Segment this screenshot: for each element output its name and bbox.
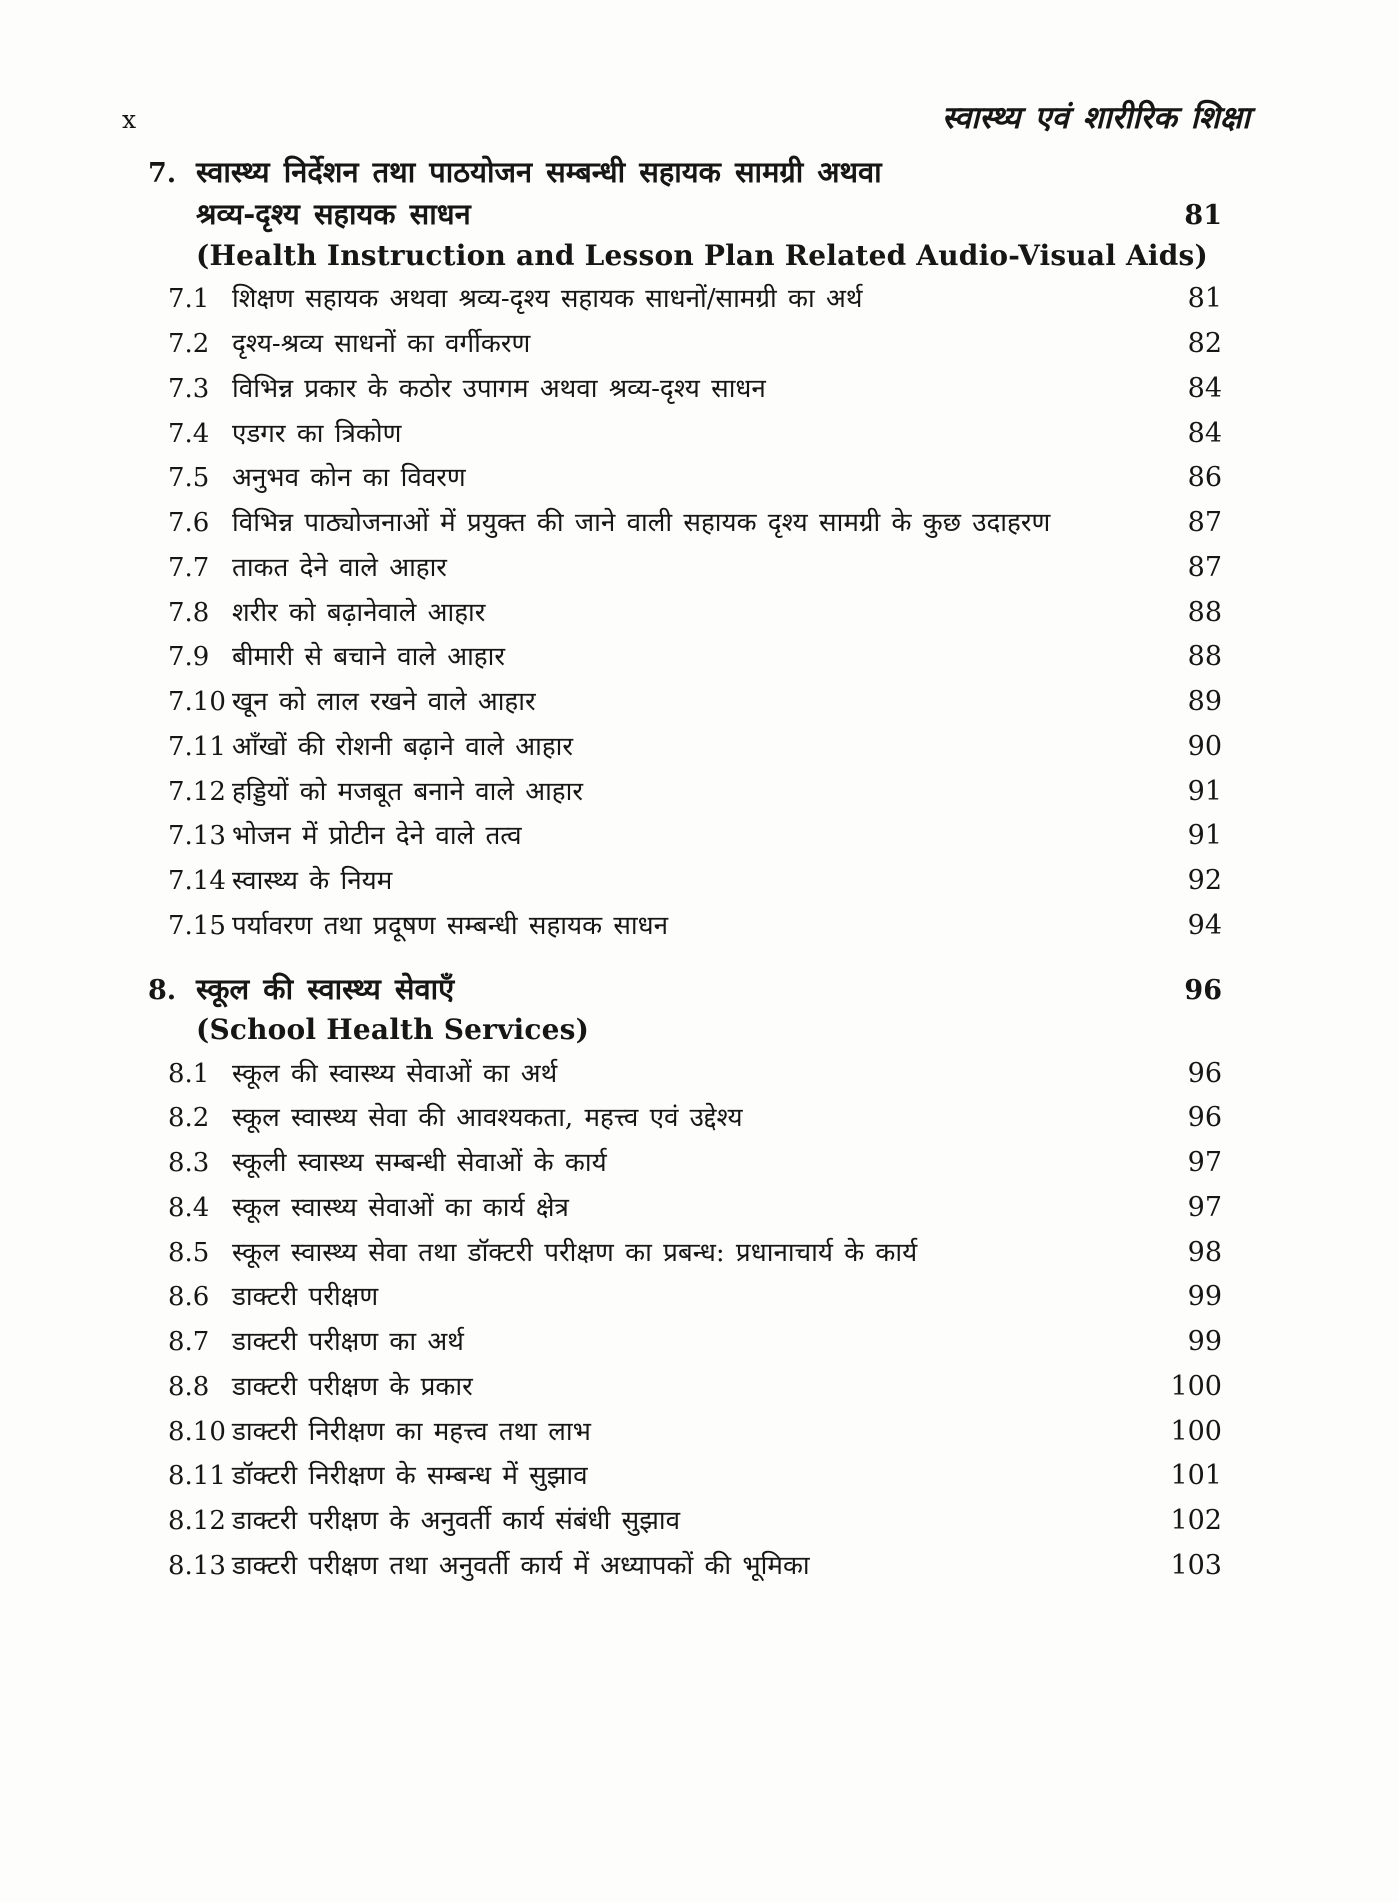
toc-entry	[148, 685, 1222, 719]
section-title: स्वास्थ्य निर्देशन तथा पाठयोजन सम्बन्धी सहायक सामग्री अथवा	[196, 155, 882, 189]
table-of-contents	[148, 152, 1222, 1599]
entry-title: डाक्टरी परीक्षण का अर्थ	[232, 1327, 464, 1358]
entry-title: ताकत देने वाले आहार	[232, 552, 447, 583]
entry-number: 7.3	[168, 373, 210, 404]
entry-title: डाक्टरी परीक्षण	[232, 1282, 379, 1313]
section-subtitle-english: (Health Instruction and Lesson Plan Related Audio-Visual Aids)	[196, 238, 1208, 272]
entry-page: 84	[1187, 372, 1222, 404]
entry-title: हड्डियों को मजबूत बनाने वाले आहार	[232, 776, 583, 807]
entry-number: 8.10	[168, 1416, 226, 1447]
toc-entry	[148, 1370, 1222, 1404]
section-title-row	[148, 969, 1222, 1009]
toc-entry	[148, 1191, 1222, 1225]
entry-title: स्कूल स्वास्थ्य सेवाओं का कार्य क्षेत्र	[232, 1192, 569, 1223]
entry-number: 8.11	[168, 1461, 226, 1492]
entry-number: 7.15	[168, 910, 226, 941]
toc-entry	[148, 1236, 1222, 1270]
entry-title: डाक्टरी निरीक्षण का महत्त्व तथा लाभ	[232, 1416, 591, 1447]
entry-page: 88	[1187, 641, 1222, 673]
section-title-row	[148, 194, 1222, 234]
entry-page: 89	[1187, 686, 1222, 718]
entry-number: 7.12	[168, 776, 226, 807]
entry-number: 7.14	[168, 866, 226, 897]
entry-page: 103	[1170, 1549, 1222, 1581]
section-number: 8.	[148, 974, 177, 1006]
entry-title: पर्यावरण तथा प्रदूषण सम्बन्धी सहायक साधन	[232, 910, 669, 941]
entry-number: 7.13	[168, 821, 226, 852]
toc-entry	[148, 1280, 1222, 1314]
section-title-row	[148, 152, 1222, 192]
entry-number: 7.11	[168, 731, 226, 762]
entry-page: 100	[1170, 1415, 1222, 1447]
entry-title: स्कूल स्वास्थ्य सेवा की आवश्यकता, महत्त्व एवं उद्देश्य	[232, 1103, 743, 1134]
toc-entry	[148, 819, 1222, 853]
toc-entry	[148, 864, 1222, 898]
entry-title: स्कूल स्वास्थ्य सेवा तथा डॉक्टरी परीक्षण का प्रबन्ध: प्रधानाचार्य के कार्य	[232, 1237, 918, 1268]
entry-page: 99	[1187, 1281, 1222, 1313]
entry-number: 7.8	[168, 597, 210, 628]
entry-number: 8.13	[168, 1550, 226, 1581]
toc-entry	[148, 461, 1222, 495]
entry-title: बीमारी से बचाने वाले आहार	[232, 642, 505, 673]
entry-page: 94	[1187, 909, 1222, 941]
toc-entry	[148, 1101, 1222, 1135]
entry-title: स्कूली स्वास्थ्य सम्बन्धी सेवाओं के कार्य	[232, 1148, 607, 1179]
entry-title: डाक्टरी परीक्षण के प्रकार	[232, 1371, 473, 1402]
entry-number: 7.2	[168, 329, 210, 360]
entry-page: 90	[1187, 730, 1222, 762]
entry-page: 91	[1187, 775, 1222, 807]
entry-page: 100	[1170, 1370, 1222, 1402]
entry-title: आँखों की रोशनी बढ़ाने वाले आहार	[232, 731, 574, 762]
entry-page: 98	[1187, 1236, 1222, 1268]
entry-number: 8.2	[168, 1103, 210, 1134]
entry-title: दृश्य-श्रव्य साधनों का वर्गीकरण	[232, 329, 531, 360]
toc-entry	[148, 506, 1222, 540]
entry-number: 7.7	[168, 552, 210, 583]
entry-page: 92	[1187, 865, 1222, 897]
section-number: 7.	[148, 158, 177, 189]
entry-page: 97	[1187, 1147, 1222, 1179]
toc-entry	[148, 730, 1222, 764]
entry-number: 7.10	[168, 687, 226, 718]
entry-page: 99	[1187, 1326, 1222, 1358]
entry-page: 97	[1187, 1191, 1222, 1223]
entry-number: 7.5	[168, 463, 210, 494]
entry-number: 7.9	[168, 642, 210, 673]
toc-entry	[148, 1459, 1222, 1493]
entry-page: 81	[1187, 283, 1222, 315]
page-number-roman: x	[122, 105, 138, 134]
entry-number: 7.6	[168, 508, 210, 539]
entry-title: डाक्टरी परीक्षण तथा अनुवर्ती कार्य में अध्यापकों की भूमिका	[232, 1550, 810, 1581]
toc-entry	[148, 327, 1222, 361]
entry-title: विभिन्न प्रकार के कठोर उपागम अथवा श्रव्य-दृश्य साधन	[232, 373, 766, 404]
entry-page: 87	[1187, 551, 1222, 583]
entry-title: डॉक्टरी निरीक्षण के सम्बन्ध में सुझाव	[232, 1461, 588, 1492]
entry-title: विभिन्न पाठ्योजनाओं में प्रयुक्त की जाने वाली सहायक दृश्य सामग्री के कुछ उदाहरण	[232, 508, 1051, 539]
toc-entry	[148, 1325, 1222, 1359]
toc-entry	[148, 1504, 1222, 1538]
section-page-ref: 96	[1184, 974, 1222, 1006]
entry-number: 8.1	[168, 1058, 210, 1089]
entry-title: खून को लाल रखने वाले आहार	[232, 687, 536, 718]
entry-number: 8.12	[168, 1506, 226, 1537]
entry-page: 91	[1187, 820, 1222, 852]
entry-title: शिक्षण सहायक अथवा श्रव्य-दृश्य सहायक साधनों/सामग्री का अर्थ	[232, 284, 863, 315]
toc-entry	[148, 1146, 1222, 1180]
entry-title: स्वास्थ्य के नियम	[232, 866, 393, 897]
entry-number: 8.6	[168, 1282, 210, 1313]
section-title: स्कूल की स्वास्थ्य सेवाएँ	[196, 971, 455, 1006]
toc-entry	[148, 372, 1222, 406]
entry-number: 7.4	[168, 418, 210, 449]
entry-page: 88	[1187, 596, 1222, 628]
entry-title: एडगर का त्रिकोण	[232, 418, 402, 449]
entry-page: 86	[1187, 462, 1222, 494]
entry-number: 8.7	[168, 1327, 210, 1358]
toc-entry	[148, 1415, 1222, 1449]
entry-page: 101	[1170, 1460, 1222, 1492]
toc-section	[148, 969, 1222, 1583]
section-subtitle-english: (School Health Services)	[196, 1012, 590, 1046]
entry-number: 7.1	[168, 284, 210, 315]
entry-page: 96	[1187, 1102, 1222, 1134]
toc-entry	[148, 1057, 1222, 1091]
toc-entry	[148, 909, 1222, 943]
entry-number: 8.3	[168, 1148, 210, 1179]
section-title: श्रव्य-दृश्य सहायक साधन	[196, 197, 471, 232]
entry-page: 87	[1187, 507, 1222, 539]
entry-page: 96	[1187, 1057, 1222, 1089]
entry-title: डाक्टरी परीक्षण के अनुवर्ती कार्य संबंधी सुझाव	[232, 1506, 681, 1537]
entry-title: स्कूल की स्वास्थ्य सेवाओं का अर्थ	[232, 1058, 558, 1089]
entry-page: 82	[1187, 328, 1222, 360]
page-header	[122, 96, 1250, 138]
toc-entry	[148, 551, 1222, 585]
entry-number: 8.4	[168, 1192, 210, 1223]
toc-entry	[148, 596, 1222, 630]
entry-title: शरीर को बढ़ानेवाले आहार	[232, 597, 486, 628]
toc-entry	[148, 775, 1222, 809]
entry-title: भोजन में प्रोटीन देने वाले तत्व	[232, 821, 522, 852]
section-page-ref: 81	[1184, 200, 1222, 232]
entry-number: 8.8	[168, 1371, 210, 1402]
entry-number: 8.5	[168, 1237, 210, 1268]
entry-page: 84	[1187, 417, 1222, 449]
toc-entry	[148, 282, 1222, 316]
toc-entry	[148, 417, 1222, 451]
toc-entry	[148, 640, 1222, 674]
toc-section	[148, 152, 1222, 943]
entry-page: 102	[1170, 1505, 1222, 1537]
entry-title: अनुभव कोन का विवरण	[232, 463, 466, 494]
running-title: स्वास्थ्य एवं शारीरिक शिक्षा	[941, 100, 1250, 136]
toc-entry	[148, 1549, 1222, 1583]
